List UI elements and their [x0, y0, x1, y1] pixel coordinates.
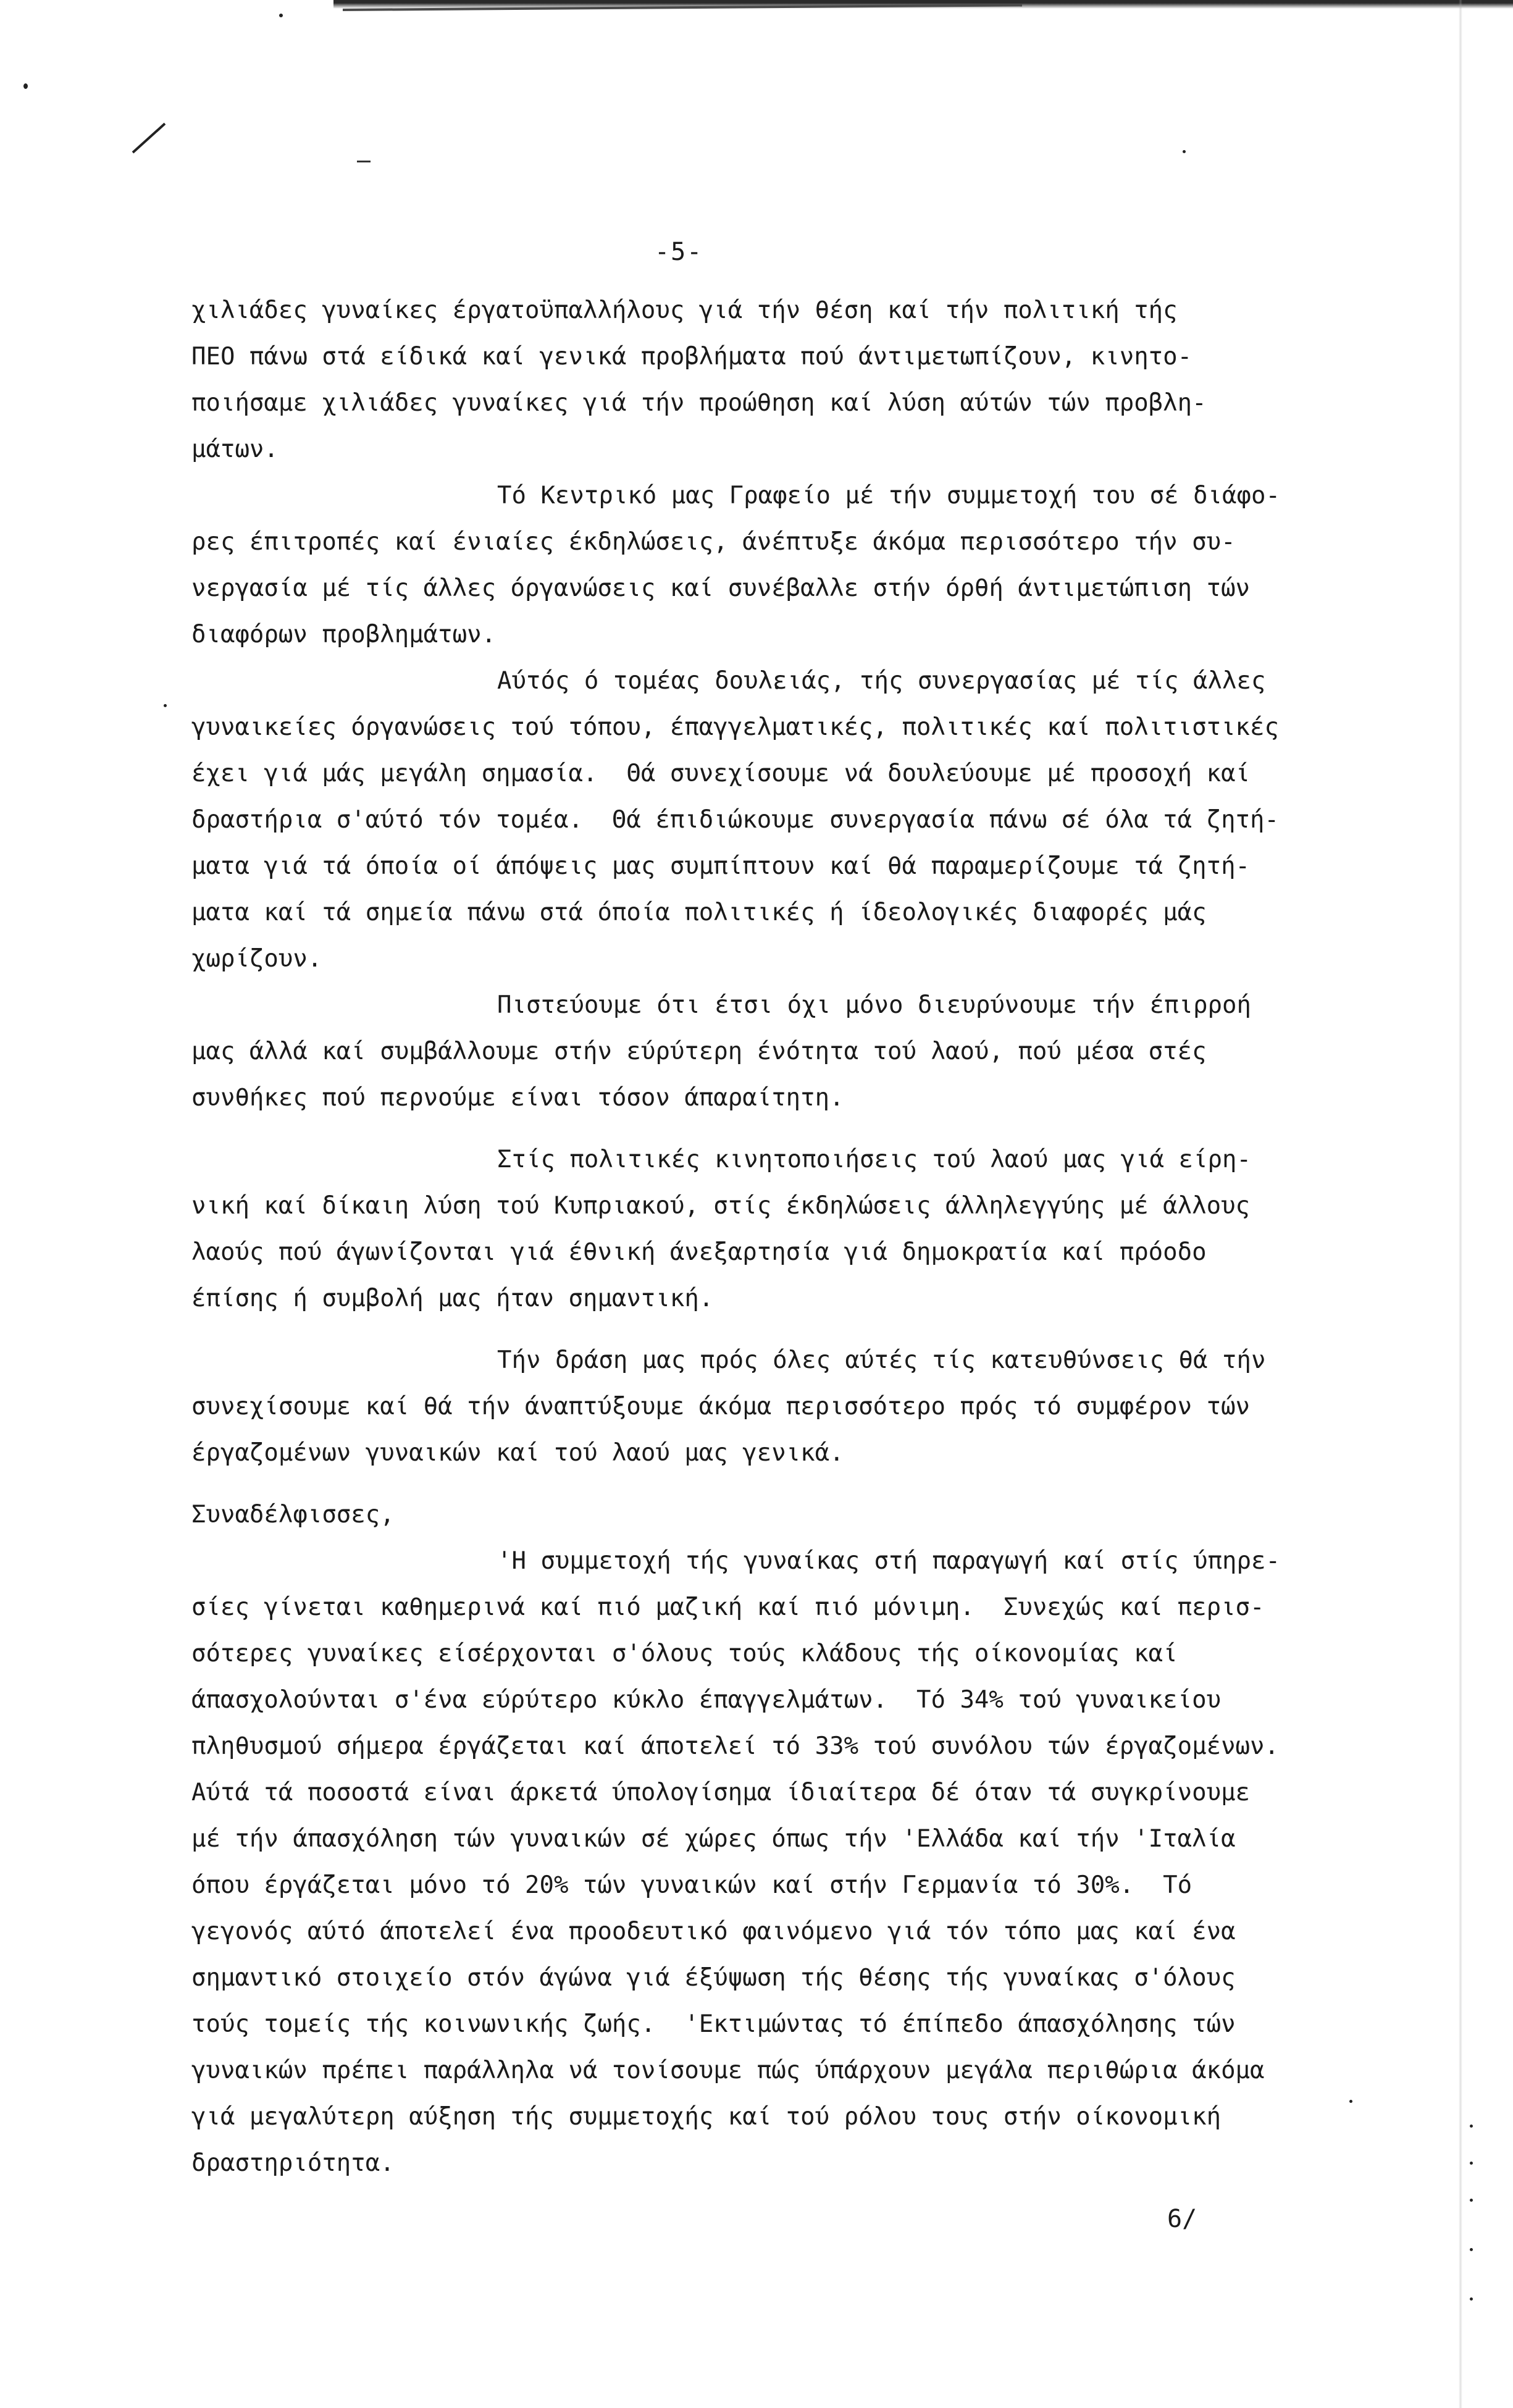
text-line: έχει γιά μάς μεγάλη σημασία. Θά συνεχίσουμε νά δουλεύουμε μέ προσοχή καί — [191, 760, 1251, 787]
text-line: συνθήκες πού περνούμε είναι τόσον άπαραίτητη. — [191, 1084, 844, 1112]
scan-speck — [279, 14, 283, 17]
text-line: έργαζομένων γυναικών καί τού λαού μας γενικά. — [191, 1439, 844, 1467]
text-line: Στίς πολιτικές κινητοποιήσεις τού λαού μας γιά είρη- — [497, 1146, 1251, 1173]
text-line: χιλιάδες γυναίκες έργατοϋπαλλήλους γιά τήν θέση καί τήν πολιτική τής — [191, 296, 1178, 324]
text-line: δραστήρια σ'αύτό τόν τομέα. Θά έπιδιώκουμε συνεργασία πάνω σέ όλα τά ζητή- — [191, 806, 1279, 834]
text-line: διαφόρων προβλημάτων. — [191, 621, 497, 648]
text-line: μας άλλά καί συμβάλλουμε στήν εύρύτερη ένότητα τού λαού, πού μέσα στές — [191, 1038, 1207, 1065]
text-line: χωρίζουν. — [191, 945, 322, 973]
text-line: Τό Κεντρικό μας Γραφείο μέ τήν συμμετοχή του σέ διάφο- — [497, 482, 1280, 510]
text-line: σημαντικό στοιχείο στόν άγώνα γιά έξύψωση τής θέσης τής γυναίκας σ'όλους — [191, 1964, 1236, 1992]
text-line: άπασχολούνται σ'ένα εύρύτερο κύκλο έπαγγελμάτων. Τό 34% τού γυναικείου — [191, 1686, 1222, 1714]
text-line: νεργασία μέ τίς άλλες όργανώσεις καί συνέβαλλε στήν όρθή άντιμετώπιση τών — [191, 574, 1251, 602]
scan-speck — [1183, 150, 1186, 153]
scan-speck — [1470, 2162, 1473, 2165]
scan-speck — [1470, 2199, 1473, 2202]
text-line: γεγονός αύτό άποτελεί ένα προοδευτικό φαινόμενο γιά τόν τόπο μας καί ένα — [191, 1918, 1236, 1945]
text-line: γυναικείες όργανώσεις τού τόπου, έπαγγελματικές, πολιτικές καί πολιτιστικές — [191, 713, 1279, 741]
scan-mark-dash — [357, 161, 371, 162]
salutation: Συναδέλφισσες, — [191, 1501, 395, 1529]
text-line: νική καί δίκαιη λύση τού Κυπριακού, στίς έκδηλώσεις άλληλεγγύης μέ άλλους — [191, 1192, 1251, 1220]
scan-speck — [23, 83, 28, 89]
text-line: μάτων. — [191, 435, 279, 463]
text-line: Πιστεύουμε ότι έτσι όχι μόνο διευρύνουμε τήν έπιρροή — [497, 991, 1251, 1019]
text-line: σίες γίνεται καθημερινά καί πιό μαζική καί πιό μόνιμη. Συνεχώς καί περισ- — [191, 1593, 1265, 1621]
text-line: ματα καί τά σημεία πάνω στά όποία πολιτικές ή ίδεολογικές διαφορές μάς — [191, 899, 1207, 926]
text-line: ρες έπιτροπές καί ένιαίες έκδηλώσεις, άνέπτυξε άκόμα περισσότερο τήν συ- — [191, 528, 1236, 556]
text-line: Αύτά τά ποσοστά είναι άρκετά ύπολογίσημα ίδιαίτερα δέ όταν τά συγκρίνουμε — [191, 1779, 1251, 1806]
text-line: σότερες γυναίκες είσέρχονται σ'όλους τούς κλάδους τής οίκονομίας καί — [191, 1640, 1178, 1668]
scan-speck — [164, 704, 167, 707]
text-line: λαούς πού άγωνίζονται γιά έθνική άνεξαρτησία γιά δημοκρατία καί πρόοδο — [191, 1238, 1207, 1266]
text-line: τούς τομείς τής κοινωνικής ζωής. 'Εκτιμώντας τό έπίπεδο άπασχόλησης τών — [191, 2010, 1236, 2038]
text-line: ποιήσαμε χιλιάδες γυναίκες γιά τήν προώθηση καί λύση αύτών τών προβλη- — [191, 389, 1207, 417]
text-line: Τήν δράση μας πρός όλες αύτές τίς κατευθύνσεις θά τήν — [497, 1346, 1266, 1374]
text-line: έπίσης ή συμβολή μας ήταν σημαντική. — [191, 1285, 714, 1312]
scan-speck — [1470, 2248, 1473, 2251]
scan-mark-slash — [132, 123, 166, 154]
text-line: πληθυσμού σήμερα έργάζεται καί άποτελεί τό 33% τού συνόλου τών έργαζομένων. — [191, 1732, 1279, 1760]
text-line: 'Η συμμετοχή τής γυναίκας στή παραγωγή καί στίς ύπηρε- — [497, 1547, 1280, 1575]
page-number: -5- — [655, 238, 703, 266]
scan-speck — [1349, 2100, 1352, 2103]
text-line: ματα γιά τά όποία οί άπόψεις μας συμπίπτουν καί θά παραμερίζουμε τά ζητή- — [191, 852, 1251, 880]
continuation-marker: 6/ — [1167, 2205, 1197, 2233]
text-line: γιά μεγαλύτερη αύξηση τής συμμετοχής καί τού ρόλου τους στήν οίκονομική — [191, 2103, 1222, 2131]
scan-speck — [1470, 2297, 1473, 2301]
text-line: γυναικών πρέπει παράλληλα νά τονίσουμε πώς ύπάρχουν μεγάλα περιθώρια άκόμα — [191, 2057, 1265, 2084]
text-line: μέ τήν άπασχόληση τών γυναικών σέ χώρες όπως τήν 'Ελλάδα καί τήν 'Ιταλία — [191, 1825, 1236, 1853]
text-line: ΠΕΟ πάνω στά είδικά καί γενικά προβλήματα πού άντιμετωπίζουν, κινητο- — [191, 343, 1192, 371]
text-line: συνεχίσουμε καί θά τήν άναπτύξουμε άκόμα περισσότερο πρός τό συμφέρον τών — [191, 1393, 1251, 1420]
scan-speck — [1470, 2125, 1473, 2128]
text-line: όπου έργάζεται μόνο τό 20% τών γυναικών καί στήν Γερμανία τό 30%. Τό — [191, 1871, 1192, 1899]
text-line: δραστηριότητα. — [191, 2149, 395, 2177]
text-line: Αύτός ό τομέας δουλειάς, τής συνεργασίας μέ τίς άλλες — [497, 667, 1266, 695]
scan-right-edge — [1459, 0, 1462, 2408]
